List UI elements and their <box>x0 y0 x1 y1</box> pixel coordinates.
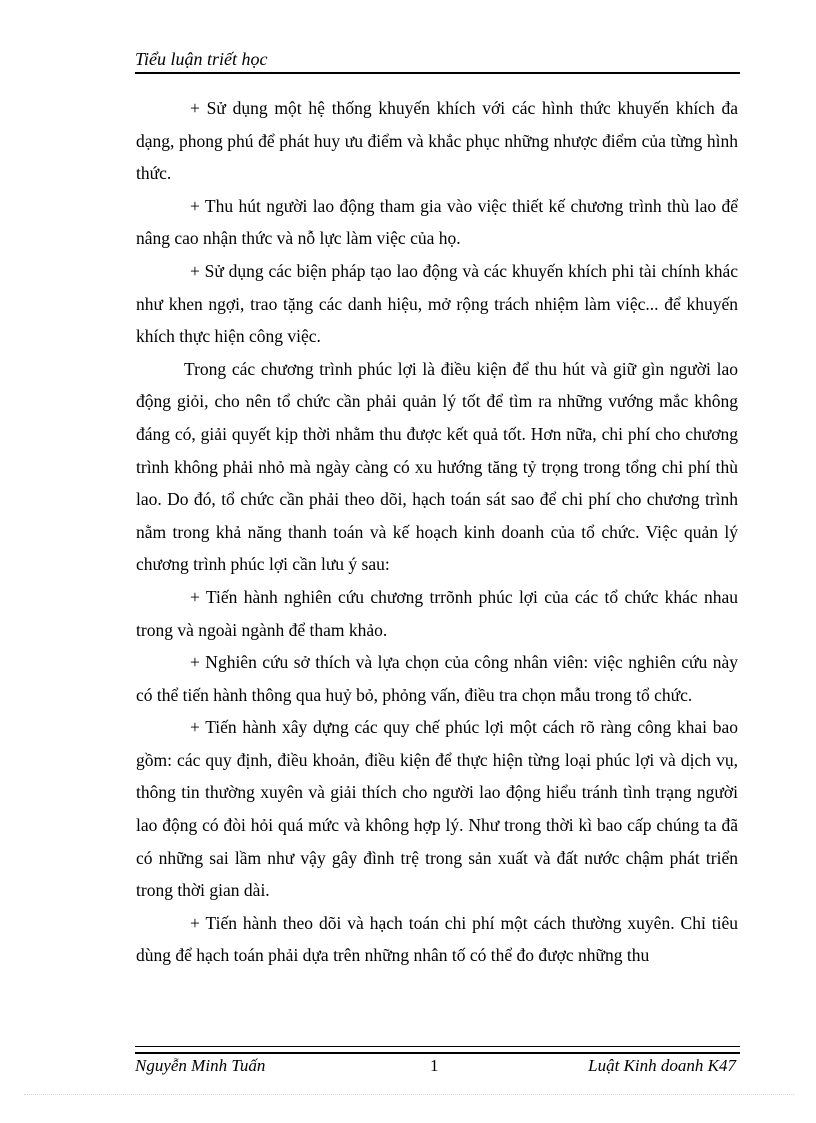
paragraph-bullet-employee-preferences: + Nghiên cứu sở thích và lựa chọn của công nhân viên: việc nghiên cứu này có thể tiến hành thông qua huỷ bỏ, phỏng vấn, điều tra chọn mẫu trong tổ chức. <box>136 652 738 705</box>
footer-divider <box>135 1046 740 1054</box>
paragraph-bullet-cost-tracking: + Tiến hành theo dõi và hạch toán chi phí một cách thường xuyên. Chỉ tiêu dùng để hạch toán phải dựa trên những nhân tố có thể đo được những thu <box>136 912 738 966</box>
footer-course: Luật Kinh doanh K47 <box>588 1056 736 1075</box>
paragraph-bullet-welfare-regulations: + Tiến hành xây dựng các quy chế phúc lợi một cách rõ ràng công khai bao gồm: các quy định, điều khoản, điều kiện để thực hiện từng loại phúc lợi và dịch vụ, thông tin thường xuyên và giải thích cho người lao động hiểu tránh tình trạng người lao động có đòi hỏi quá mức và không hợp lý. Như trong thời kì bao cấp chúng ta đã có những sai lầm như vậy gây đình trệ trong sản xuất và đất nước chậm phát triển trong thời gian dài. <box>136 717 738 901</box>
footer-author: Nguyễn Minh Tuấn <box>135 1056 266 1075</box>
paragraph-welfare-management: Trong các chương trình phúc lợi là điều kiện để thu hút và giữ gìn người lao động giỏi, cho nên tổ chức cần phải quản lý tốt để tìm ra những vướng mắc không đáng có, giải quyết kịp thời nhằm thu được kết quả tốt. Hơn nữa, chi phí cho chương trình không phải nhỏ mà ngày càng có xu hướng tăng tỷ trọng trong tổng chi phí thù lao. Do đó, tổ chức cần phải theo dõi, hạch toán sát sao để chi phí cho chương trình nằm trong khả năng thanh toán và kế hoạch kinh doanh của tổ chức. Việc quản lý chương trình phúc lợi cần lưu ý sau: <box>136 358 738 575</box>
paragraph-bullet-non-financial-incentives: + Sử dụng các biện pháp tạo lao động và các khuyến khích phi tài chính khác như khen ngợi, trao tặng các danh hiệu, mở rộng trách nhiệm làm việc... để khuyến khích thực hiện công việc. <box>136 260 738 347</box>
paragraph-bullet-employee-participation: + Thu hút người lao động tham gia vào việc thiết kế chương trình thù lao để nâng cao nhận thức và nỗ lực làm việc của họ. <box>136 195 738 249</box>
paragraph-bullet-research-programs: + Tiến hành nghiên cứu chương trrõnh phúc lợi của các tổ chức khác nhau trong và ngoài ngành để tham khảo. <box>136 586 738 640</box>
document-body <box>136 92 738 972</box>
page-footer <box>135 1056 740 1078</box>
document-title: Tiểu luận triết học <box>135 49 268 69</box>
page-header <box>135 48 740 74</box>
page-number: 1 <box>430 1056 439 1075</box>
page-boundary <box>24 1094 794 1095</box>
paragraph-bullet-incentive-system: + Sử dụng một hệ thống khuyến khích với các hình thức khuyến khích đa dạng, phong phú để phát huy ưu điểm và khắc phục những nhược điểm của từng hình thức. <box>136 98 738 184</box>
